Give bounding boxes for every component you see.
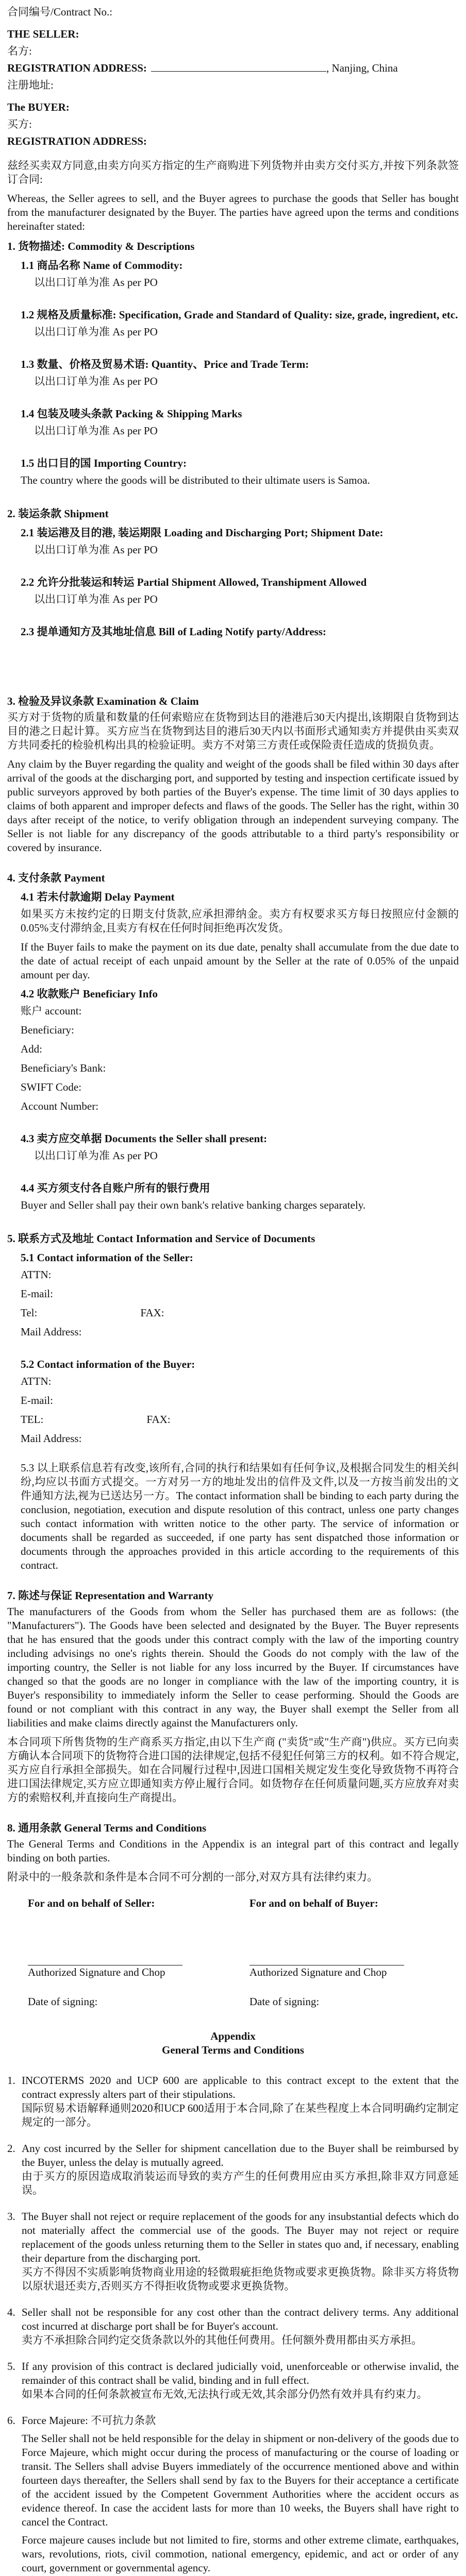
seller-signature-column bbox=[28, 1896, 217, 2009]
item-4-4-en: Buyer and Seller shall pay their own bank's relative banking charges separately. bbox=[21, 1199, 366, 1211]
buyer-signature-column bbox=[249, 1896, 438, 2009]
buyer-heading: The BUYER: bbox=[7, 101, 70, 113]
appendix-title: Appendix bbox=[210, 2030, 256, 2042]
appendix-subtitle: General Terms and Conditions bbox=[162, 2044, 304, 2056]
section-3-title: 3. 检验及异议条款 Examination & Claim bbox=[7, 695, 199, 707]
appendix-item-en: INCOTERMS 2020 and UCP 600 are applicable to this contract except to the extent that the contract expressly alters part of their stipulations. bbox=[22, 2074, 459, 2100]
buyer-mail-address: Mail Address: bbox=[21, 1432, 82, 1445]
item-4-1-en: If the Buyer fails to make the payment on its due date, penalty shall accumulate from the due date to the date of actual receipt of each unpaid amount by the Seller at the rate of 0.05% of the unpaid amount per day. bbox=[21, 941, 459, 981]
item-4-3: 4.3 卖方应交单据 Documents the Seller shall present: bbox=[21, 1132, 268, 1145]
seller-reg-cn: 注册地址: bbox=[7, 79, 54, 91]
section-3-cn: 买方对于货物的质量和数量的任何索赔应在货物到达目的港港后30天内提出,该期限自货物到达目的港之日起计算。买方应当在货物到达目的港后30天内以书面形式通知卖方并提供由买卖双方共同委托的检验机构出具的检验证明。卖方不对第三方责任或保险责任造成的货损负责。 bbox=[7, 711, 459, 751]
section-8-cn: 附录中的一般条款和条件是本合同不可分割的一部分,对双方具有法律约束力。 bbox=[7, 1871, 378, 1883]
item-4-4: 4.4 买方须支付各自账户所有的银行费用 bbox=[21, 1182, 210, 1194]
section-8-en: The General Terms and Conditions in the Appendix is an integral part of this contract and legally binding on both parties. bbox=[7, 1838, 459, 1864]
appendix-item-number: 6. bbox=[7, 2414, 15, 2427]
seller-signature-heading: For and on behalf of Seller: bbox=[28, 1897, 155, 1909]
seller-reg-value: , Nanjing, China bbox=[326, 62, 398, 74]
seller-email: E-mail: bbox=[21, 1287, 53, 1300]
buyer-fax-label: FAX: bbox=[146, 1413, 171, 1426]
account-label: 账户 account: bbox=[21, 1005, 82, 1017]
buyer-name-label: 买方: bbox=[7, 118, 32, 130]
section-5-title: 5. 联系方式及地址 Contact Information and Service of Documents bbox=[7, 1232, 315, 1245]
item-4-1-cn: 如果买方未按约定的日期支付货款,应承担滞纳金。卖方有权要求买方每日按照应付金额的0.05%支付滞纳金,且卖方有权在任何时间拒绝再次发货。 bbox=[21, 908, 459, 934]
section-7-en: The manufacturers of the Goods from whom the Seller has purchased them are as follows: (the "Manufacturers"). The Goods have been selected and designated by the Buyer. The Buyer represents that he has ensured that the goods under this contract comply with the law of the importing country including advisings no one's rights therein. Should the Goods do not comply with the law of the importing country, the Seller is not liable for any loss incurred by the Buyer. If circumstances have changed so that the goods are no longer in compliance with the law of the importing country, it is Buyer's responsibility to immediately inform the Seller to cease performing. Should the Goods are found or not compliant with this contract in any way, the Buyer shall exempt the Seller from all liabilities and make claims directly against the Manufacturers only. bbox=[7, 1605, 459, 1729]
beneficiary-addr-label: Add: bbox=[21, 1043, 42, 1055]
item-1-3: 1.3 数量、价格及贸易术语: Quantity、Price and Trade Term: bbox=[21, 358, 309, 370]
appendix-item-number: 4. bbox=[7, 2306, 15, 2318]
item-1-3-note: 以出口订单为准 As per PO bbox=[34, 375, 158, 387]
appendix-item-number: 3. bbox=[7, 2210, 15, 2223]
item-2-2: 2.2 允许分批装运和转运 Partial Shipment Allowed, Transhipment Allowed bbox=[21, 576, 367, 588]
appendix-item-cn: 买方不得因不实质影响货物商业用途的轻微瑕疵拒绝货物或要求更换货物。除非买方将货物以原状退还卖方,否则买方不得拒收货物或要求更换货物。 bbox=[22, 2266, 459, 2292]
item-2-2-note: 以出口订单为准 As per PO bbox=[34, 593, 158, 605]
appendix-item-number: 1. bbox=[7, 2074, 15, 2087]
appendix-item-number: 2. bbox=[7, 2142, 15, 2155]
intro-cn: 兹经买卖双方同意,由卖方向买方指定的生产商购进下列货物并由卖方交付买方,并按下列条款签订合同: bbox=[7, 159, 459, 185]
seller-date-label: Date of signing: bbox=[28, 1995, 98, 2008]
item-5-3: 5.3 以上联系信息若有改变,该所有,合同的执行和结果如有任何争议,及根据合同发生的相关纠纷,均应以书面方式提交。一方对另一方的地址发出的信件及文件,以及一方按当前发出的文件通知方法,视为已送达另一方。The contact information shall be binding to each party during the conclusion, negotiation, execution and dispute resolution of this contract, unless one party changes such contact information with written notice to the other party. The service of information or documents shall be regarded as succeeded, if one party has sent dispatched those information or documents through the approaches provided in this article according to the requirements of this contract. bbox=[21, 1462, 459, 1571]
buyer-email: E-mail: bbox=[21, 1394, 53, 1406]
item-2-3: 2.3 提单通知方及其地址信息 Bill of Lading Notify party/Address: bbox=[21, 625, 326, 638]
section-2-title: 2. 装运条款 Shipment bbox=[7, 507, 109, 520]
seller-tel-fax bbox=[7, 1306, 459, 1320]
seller-auth-label: Authorized Signature and Chop bbox=[28, 1966, 165, 1978]
appendix-item-6 bbox=[7, 2414, 459, 2576]
section-8-title: 8. 通用条款 General Terms and Conditions bbox=[7, 1822, 207, 1834]
item-1-5-note: The country where the goods will be distributed to their ultimate users is Samoa. bbox=[21, 474, 370, 486]
section-7-cn: 本合同项下所售货物的生产商系买方指定,由以下生产商 ("卖货"或"生产商")供应。买方已向卖方确认本合同项下的货物符合进口国的法律规定,包括不侵犯任何第三方的权利。如不符合规定,买方应自行承担全部损失。如在合同履行过程中,因进口国相关规定发生变化导致货物不再符合进口国法律规定,买方应立即通知卖方停止履行合同。如货物存在任何质量问题,买方应放弃对卖方的索赔权利,并直接向生产商提出。 bbox=[7, 1736, 459, 1804]
appendix-item-4 bbox=[7, 2306, 459, 2347]
section-1-title: 1. 货物描述: Commodity & Descriptions bbox=[7, 240, 195, 252]
appendix-item-en: Any cost incurred by the Seller for shipment cancellation due to the Buyer shall be reimbursed by the Buyer, unless the delay is mutually agreed. bbox=[22, 2142, 459, 2168]
buyer-tel-label: TEL: bbox=[21, 1413, 44, 1426]
seller-mail-address: Mail Address: bbox=[21, 1326, 82, 1338]
appendix-item-3 bbox=[7, 2210, 459, 2293]
appendix-item-en: The Seller shall not be held responsible for the delay in shipment or non-delivery of the goods due to Force Majeure, which might occur during the process of manufacturing or the course of loading or transit. The Sellers shall advise Buyers immediately of the occurrence mentioned above and within fourteen days thereafter, the Sellers shall send by fax to the Buyers for their acceptance a certificate of the accident issued by the Competent Government Authorities where the accident occurs as evidence thereof. In case the accident lasts for more than 10 weeks, the Buyers shall have right to cancel the Contract. bbox=[22, 2432, 459, 2528]
item-1-1-note: 以出口订单为准 As per PO bbox=[34, 276, 158, 289]
appendix-item-en: Seller shall not be responsible for any cost other than the contract delivery terms. Any additional cost incurred at discharge port shall be for Buyer's account. bbox=[22, 2306, 459, 2332]
beneficiary-label: Beneficiary: bbox=[21, 1024, 74, 1036]
seller-reg-label: REGISTRATION ADDRESS: bbox=[7, 62, 147, 74]
item-1-2: 1.2 规格及质量标准: Specification, Grade and Standard of Quality: size, grade, ingredient, etc. bbox=[21, 309, 458, 321]
item-4-2: 4.2 收款账户 Beneficiary Info bbox=[21, 988, 158, 1000]
section-7-title: 7. 陈述与保证 Representation and Warranty bbox=[7, 1589, 213, 1602]
item-1-4: 1.4 包装及唛头条款 Packing & Shipping Marks bbox=[21, 408, 242, 420]
item-5-1: 5.1 Contact information of the Seller: bbox=[21, 1251, 193, 1264]
item-4-3-note: 以出口订单为准 As per PO bbox=[34, 1149, 158, 1162]
seller-heading: THE SELLER: bbox=[7, 28, 79, 40]
signature-block bbox=[28, 1896, 438, 2009]
buyer-date-label: Date of signing: bbox=[249, 1995, 320, 2008]
appendix-item-cn: 如果本合同的任何条款被宣布无效,无法执行或无效,其余部分仍然有效并具有约束力。 bbox=[22, 2388, 428, 2400]
section-3-en: Any claim by the Buyer regarding the quality and weight of the goods shall be filed within 30 days after arrival of the goods at the discharging port, and supported by testing and inspection certificate issued by public surveyors approved by both parties of the Buyer's expense. The time limit of 30 days applies to claims of both apparent and improper defects and flaws of the goods. The Seller has the right, within 30 days after receipt of the notice, to verify obligation through an independent surveying company. The Seller is not liable for any discrepancy of the goods attributable to a third party's responsibility or covered by insurance. bbox=[7, 758, 459, 854]
beneficiary-bank-label: Beneficiary's Bank: bbox=[21, 1062, 106, 1074]
item-2-1: 2.1 装运港及目的港, 装运期限 Loading and Discharging Port; Shipment Date: bbox=[21, 527, 384, 539]
item-1-5: 1.5 出口目的国 Importing Country: bbox=[21, 457, 187, 469]
appendix-item-cn: 由于买方的原因造成取消装运而导致的卖方产生的任何费用应由买方承担,除非双方同意延误。 bbox=[22, 2170, 459, 2196]
appendix-item-1 bbox=[7, 2074, 459, 2129]
section-4-title: 4. 支付条款 Payment bbox=[7, 872, 105, 884]
buyer-tel-fax bbox=[7, 1413, 459, 1427]
seller-fax-label: FAX: bbox=[140, 1307, 164, 1319]
item-4-1: 4.1 若未付款逾期 Delay Payment bbox=[21, 891, 175, 903]
buyer-signature-heading: For and on behalf of Buyer: bbox=[249, 1897, 378, 1909]
seller-name-label: 名方: bbox=[7, 45, 32, 57]
appendix-item-number: 5. bbox=[7, 2360, 15, 2372]
item-1-4-note: 以出口订单为准 As per PO bbox=[34, 425, 158, 437]
item-1-1: 1.1 商品名称 Name of Commodity: bbox=[21, 259, 183, 272]
appendix bbox=[7, 2029, 459, 2576]
appendix-item-en: Force majeure causes include but not limited to fire, storms and other extreme climate, earthquakes, wars, revolutions, riots, civil commotion, national emergency, epidemic, and act or order of any court, government or governmental agency. bbox=[22, 2534, 459, 2574]
seller-registration bbox=[7, 61, 459, 75]
appendix-item-cn: 国际贸易术语解释通则2020和UCP 600适用于本合同,除了在某些程度上本合同明确约定制定规定的一部分。 bbox=[22, 2102, 459, 2128]
buyer-reg-label: REGISTRATION ADDRESS: bbox=[7, 135, 147, 147]
swift-label: SWIFT Code: bbox=[21, 1081, 82, 1093]
item-1-2-note: 以出口订单为准 As per PO bbox=[34, 326, 158, 338]
buyer-auth-label: Authorized Signature and Chop bbox=[249, 1966, 387, 1978]
seller-attn: ATTN: bbox=[21, 1268, 52, 1281]
contract-no: 合同编号/Contract No.: bbox=[7, 6, 113, 18]
appendix-item-2 bbox=[7, 2142, 459, 2197]
appendix-item-en: If any provision of this contract is declared judicially void, unenforceable or otherwise invalid, the remainder of this contract shall be valid, binding and in full effect. bbox=[22, 2360, 459, 2386]
item-5-2: 5.2 Contact information of the Buyer: bbox=[21, 1358, 195, 1370]
intro-en: Whereas, the Seller agrees to sell, and the Buyer agrees to purchase the goods that Seller has bought from the manufacturer designated by the Buyer. The parties have agreed upon the terms and conditions hereinafter stated: bbox=[7, 192, 459, 232]
item-2-1-note: 以出口订单为准 As per PO bbox=[34, 544, 158, 556]
appendix-item-cn: 卖方不承担除合同约定交货条款以外的其他任何费用。任何额外费用都由买方承担。 bbox=[22, 2334, 422, 2346]
appendix-item-5 bbox=[7, 2360, 459, 2401]
seller-tel-label: Tel: bbox=[21, 1307, 38, 1319]
account-number-label: Account Number: bbox=[21, 1100, 99, 1112]
appendix-item-en: The Buyer shall not reject or require replacement of the goods for any insubstantial defects which do not materially affect the commercial use of the goods. The Buyer may not reject or require replacement of the goods unless returning them to the Seller in states quo and, if necessary, enabling their departure from the discharging port. bbox=[22, 2210, 459, 2264]
buyer-attn: ATTN: bbox=[21, 1375, 52, 1387]
seller-reg-blank bbox=[151, 71, 326, 72]
appendix-item-title: Force Majeure: 不可抗力条款 bbox=[22, 2414, 156, 2427]
